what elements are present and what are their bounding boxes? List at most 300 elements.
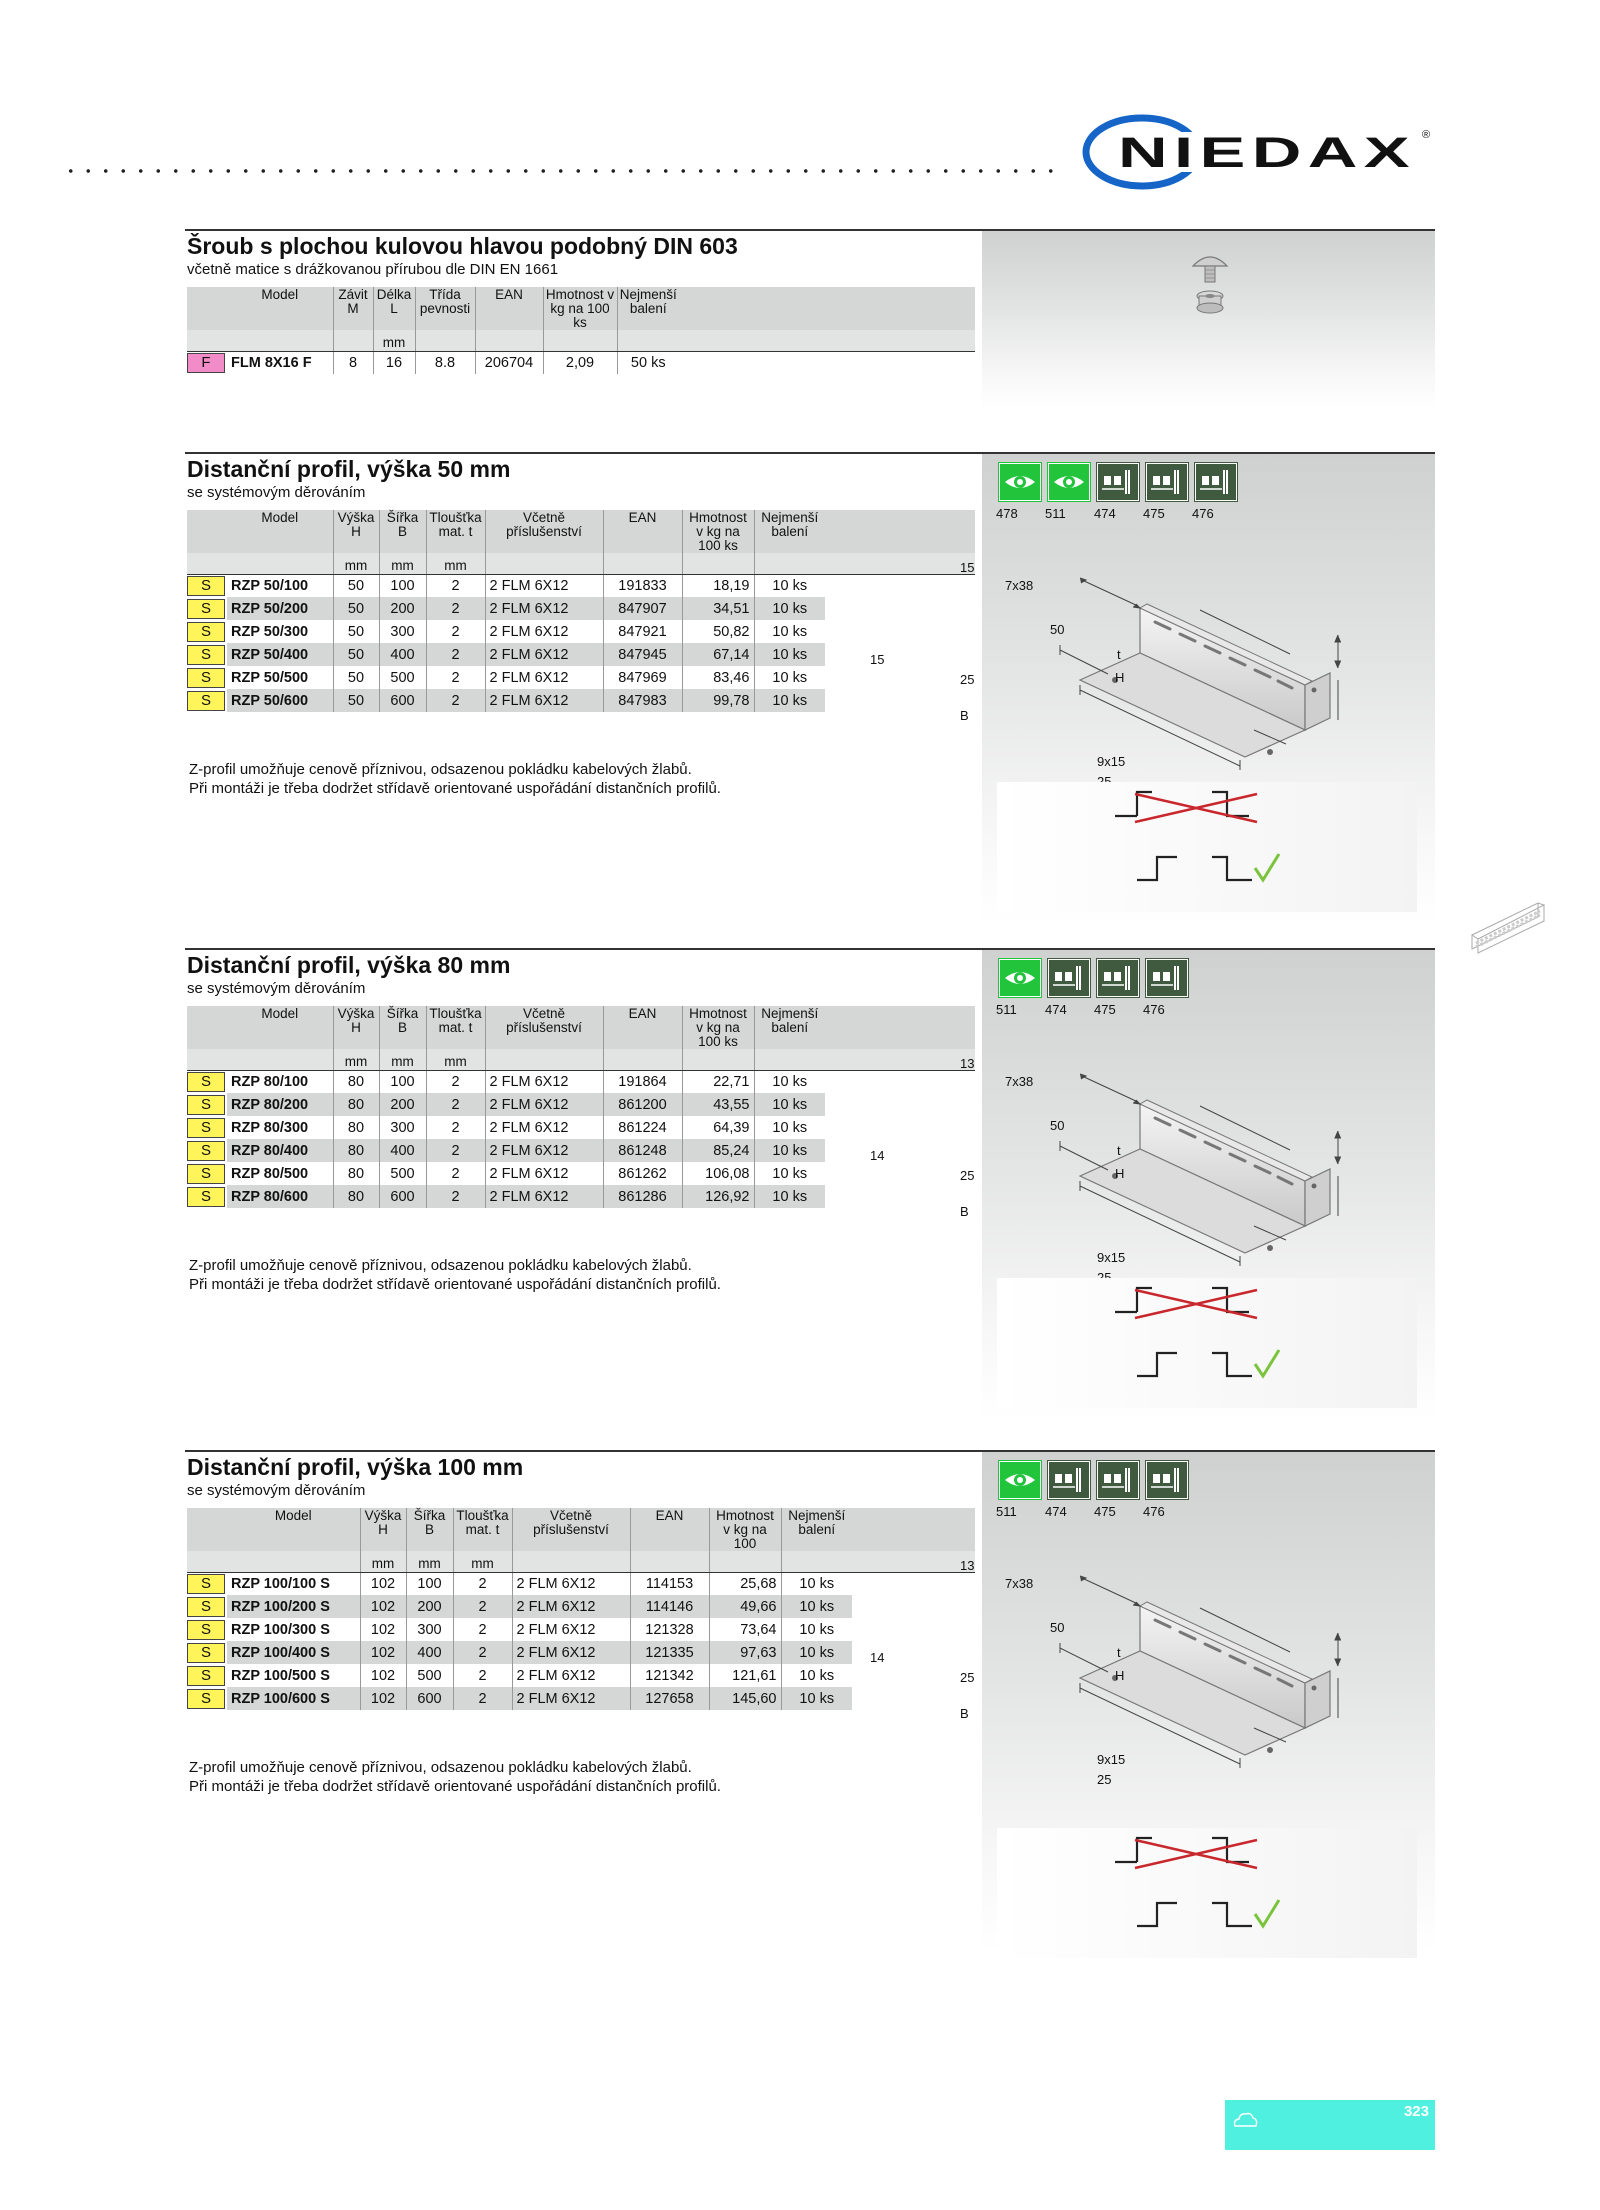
ean-cell: 861224 — [603, 1116, 682, 1139]
unit-b: mm — [379, 1049, 426, 1070]
unit-t: mm — [453, 1551, 512, 1572]
pack-cell: 10 ks — [754, 574, 825, 597]
dimension-label: 14 — [870, 1650, 885, 1665]
length-cell: 16 — [373, 351, 415, 374]
weight-cell: 121,61 — [709, 1664, 781, 1687]
weight-cell: 22,71 — [682, 1070, 754, 1093]
feature-icons — [998, 958, 1189, 998]
dimension-label: 15 — [870, 652, 885, 667]
col-accessories: Včetně příslušenství — [485, 1006, 603, 1049]
note-line: Při montáži je třeba dodržet střídavě orientované uspořádání distančních profilů. — [189, 1276, 721, 1293]
model-cell: RZP 100/300 S — [231, 1621, 330, 1638]
pack-cell: 10 ks — [754, 1093, 825, 1116]
pack-cell: 50 ks — [617, 351, 679, 374]
dimension-label: B — [960, 1204, 969, 1219]
width-cell: 400 — [406, 1641, 453, 1664]
thickness-cell: 2 — [426, 1185, 485, 1208]
dimension-label: t — [1117, 1645, 1121, 1660]
width-cell: 100 — [406, 1572, 453, 1595]
ean-cell: 861286 — [603, 1185, 682, 1208]
height-cell: 50 — [333, 666, 379, 689]
thickness-cell: 2 — [453, 1595, 512, 1618]
feature-icons — [998, 462, 1238, 502]
col-height: Výška H — [333, 1006, 379, 1049]
thickness-cell: 2 — [453, 1641, 512, 1664]
col-model: Model — [227, 510, 333, 553]
table-row — [187, 351, 975, 374]
accessories-cell: 2 FLM 6X12 — [512, 1572, 630, 1595]
height-cell: 102 — [360, 1572, 406, 1595]
table-row — [187, 689, 975, 712]
pack-cell: 10 ks — [754, 643, 825, 666]
orientation-diagram — [997, 782, 1417, 912]
accessories-cell: 2 FLM 6X12 — [485, 666, 603, 689]
weight-cell: 49,66 — [709, 1595, 781, 1618]
icon-number: 476 — [1143, 1504, 1165, 1519]
width-cell: 100 — [379, 1070, 426, 1093]
thickness-cell: 2 — [426, 666, 485, 689]
dimension-label: t — [1117, 647, 1121, 662]
profile-drawing — [1020, 1528, 1400, 1778]
width-cell: 200 — [379, 597, 426, 620]
model-cell: RZP 100/400 S — [227, 1641, 360, 1664]
table-row — [187, 1572, 975, 1595]
weight-cell: 97,63 — [709, 1641, 781, 1664]
unit-length: mm — [373, 330, 415, 351]
profile-table — [187, 1006, 975, 1208]
dimension-label: 15 — [960, 560, 975, 575]
table-row — [187, 1185, 975, 1208]
model-cell: RZP 80/100 — [231, 1073, 309, 1090]
accessories-cell: 2 FLM 6X12 — [512, 1664, 630, 1687]
width-cell: 200 — [406, 1595, 453, 1618]
type-badge: S — [187, 576, 225, 596]
height-cell: 50 — [333, 597, 379, 620]
type-badge: S — [187, 1095, 225, 1115]
section-subtitle: se systémovým děrováním — [187, 1482, 366, 1499]
thickness-cell: 2 — [426, 620, 485, 643]
dimension-label: B — [960, 708, 969, 723]
mounting-note — [189, 1758, 721, 1796]
dimension-label: 25 — [1097, 1270, 1112, 1285]
unit-t: mm — [426, 1049, 485, 1070]
thickness-cell: 2 — [426, 1139, 485, 1162]
height-cell: 50 — [333, 574, 379, 597]
model-cell: RZP 80/400 — [227, 1139, 333, 1162]
height-cell: 50 — [333, 689, 379, 712]
dimension-label: 50 — [1050, 1620, 1065, 1635]
cloud-icon — [1231, 2108, 1259, 2132]
dimension-label: 13 — [960, 1558, 975, 1573]
unit-h: mm — [333, 1049, 379, 1070]
thread-cell: 8 — [333, 351, 373, 374]
icon-number: 474 — [1045, 1504, 1067, 1519]
tray-mounting-icon — [1145, 958, 1189, 998]
width-cell: 500 — [379, 666, 426, 689]
dimension-label: 25 — [1097, 1772, 1112, 1787]
height-cell: 80 — [333, 1162, 379, 1185]
section-profile-1 — [185, 948, 1435, 1438]
col-class: Třída pevnosti — [415, 287, 475, 330]
dimension-label: 7x38 — [1005, 1576, 1034, 1591]
accessories-cell: 2 FLM 6X12 — [485, 643, 603, 666]
icon-number: 476 — [1143, 1002, 1165, 1017]
thickness-cell: 2 — [426, 643, 485, 666]
svg-text:NIEDAX: NIEDAX — [1118, 129, 1416, 177]
weight-cell: 126,92 — [682, 1185, 754, 1208]
col-thread: Závit M — [333, 287, 373, 330]
section-subtitle: včetně matice s drážkovanou přírubou dle DIN EN 1661 — [187, 261, 559, 278]
model-cell: RZP 50/400 — [227, 643, 333, 666]
model-cell: FLM 8X16 F — [231, 354, 312, 371]
accessories-cell: 2 FLM 6X12 — [485, 1093, 603, 1116]
table-row — [187, 1618, 975, 1641]
ean-cell: 847907 — [603, 597, 682, 620]
type-badge: F — [187, 353, 225, 373]
ean-cell: 114153 — [630, 1572, 709, 1595]
unit-t: mm — [426, 553, 485, 574]
accessories-cell: 2 FLM 6X12 — [512, 1687, 630, 1710]
weight-cell: 34,51 — [682, 597, 754, 620]
weight-cell: 50,82 — [682, 620, 754, 643]
model-cell: RZP 80/300 — [231, 1119, 309, 1136]
note-line: Z-profil umožňuje cenově příznivou, odsazenou pokládku kabelových žlabů. — [189, 1759, 692, 1776]
weight-cell: 18,19 — [682, 574, 754, 597]
table-row — [187, 1162, 975, 1185]
unit-h: mm — [360, 1551, 406, 1572]
icon-numbers — [996, 1002, 1192, 1017]
col-length: Délka L — [373, 287, 415, 330]
col-width: Šířka B — [379, 510, 426, 553]
pack-cell: 10 ks — [781, 1687, 852, 1710]
dimension-label: t — [1117, 1143, 1121, 1158]
dimension-label: 9x15 — [1097, 1250, 1126, 1265]
type-badge: S — [187, 1141, 225, 1161]
col-height: Výška H — [360, 1508, 406, 1551]
note-line: Z-profil umožňuje cenově příznivou, odsazenou pokládku kabelových žlabů. — [189, 761, 692, 778]
thickness-cell: 2 — [426, 1093, 485, 1116]
ean-cell: 861200 — [603, 1093, 682, 1116]
ean-cell: 861262 — [603, 1162, 682, 1185]
icon-number: 511 — [996, 1002, 1017, 1017]
pack-cell: 10 ks — [754, 666, 825, 689]
col-weight: Hmotnost v kg na 100 — [709, 1508, 781, 1551]
model-cell: RZP 50/200 — [227, 597, 333, 620]
type-badge: S — [187, 1118, 225, 1138]
weight-cell: 73,64 — [709, 1618, 781, 1641]
thickness-cell: 2 — [426, 1116, 485, 1139]
pack-cell: 10 ks — [781, 1595, 852, 1618]
model-cell: RZP 100/500 S — [231, 1667, 330, 1684]
ean-cell: 114146 — [630, 1595, 709, 1618]
accessories-cell: 2 FLM 6X12 — [485, 1162, 603, 1185]
thickness-cell: 2 — [426, 1162, 485, 1185]
width-cell: 400 — [379, 1139, 426, 1162]
visual-inspection-icon — [1047, 462, 1091, 502]
thickness-cell: 2 — [426, 1070, 485, 1093]
pack-cell: 10 ks — [754, 1116, 825, 1139]
mounting-note — [189, 760, 721, 798]
note-line: Při montáži je třeba dodržet střídavě orientované uspořádání distančních profilů. — [189, 1778, 721, 1795]
type-badge: S — [187, 1072, 225, 1092]
col-width: Šířka B — [379, 1006, 426, 1049]
weight-cell: 64,39 — [682, 1116, 754, 1139]
ean-cell: 121335 — [630, 1641, 709, 1664]
unit-h: mm — [333, 553, 379, 574]
col-model: Model — [227, 1508, 360, 1551]
thickness-cell: 2 — [426, 689, 485, 712]
width-cell: 200 — [379, 1093, 426, 1116]
dimension-label: H — [1115, 1166, 1125, 1181]
width-cell: 500 — [379, 1162, 426, 1185]
model-cell: RZP 100/200 S — [227, 1595, 360, 1618]
bolt-table — [187, 287, 975, 374]
col-ean: EAN — [630, 1508, 709, 1551]
weight-cell: 85,24 — [682, 1139, 754, 1162]
icon-number: 478 — [996, 506, 1018, 521]
pack-cell: 10 ks — [754, 689, 825, 712]
icon-number: 475 — [1094, 1504, 1116, 1519]
orientation-diagram — [997, 1278, 1417, 1408]
note-line: Při montáži je třeba dodržet střídavě orientované uspořádání distančních profilů. — [189, 780, 721, 797]
type-badge: S — [187, 1666, 225, 1686]
width-cell: 300 — [379, 620, 426, 643]
class-cell: 8.8 — [415, 351, 475, 374]
dimension-label: B — [960, 1706, 969, 1721]
col-model: Model — [227, 1006, 333, 1049]
icon-numbers — [996, 506, 1241, 521]
header-dotted-rule — [62, 168, 1062, 174]
model-cell: RZP 80/600 — [227, 1185, 333, 1208]
width-cell: 500 — [406, 1664, 453, 1687]
type-badge: S — [187, 1574, 225, 1594]
col-width: Šířka B — [406, 1508, 453, 1551]
pack-cell: 10 ks — [754, 620, 825, 643]
cable-tray-sketch — [1468, 895, 1548, 965]
accessories-cell: 2 FLM 6X12 — [485, 574, 603, 597]
dimension-label: 14 — [870, 1148, 885, 1163]
model-cell: RZP 50/500 — [231, 669, 309, 686]
type-badge: S — [187, 1620, 225, 1640]
type-badge: S — [187, 1689, 225, 1709]
pack-cell: 10 ks — [754, 1185, 825, 1208]
weight-cell: 43,55 — [682, 1093, 754, 1116]
col-pack: Nejmenší balení — [754, 1006, 825, 1049]
col-thickness: Tloušťka mat. t — [426, 1006, 485, 1049]
table-row — [187, 1093, 975, 1116]
dimension-label: 9x15 — [1097, 754, 1126, 769]
col-weight: Hmotnost v kg na 100 ks — [543, 287, 617, 330]
svg-text:®: ® — [1422, 129, 1431, 141]
section-subtitle: se systémovým děrováním — [187, 484, 366, 501]
type-badge: S — [187, 1187, 225, 1207]
accessories-cell: 2 FLM 6X12 — [485, 1116, 603, 1139]
dimension-label: 50 — [1050, 1118, 1065, 1133]
col-thickness: Tloušťka mat. t — [453, 1508, 512, 1551]
icon-number: 511 — [996, 1504, 1017, 1519]
col-thickness: Tloušťka mat. t — [426, 510, 485, 553]
thickness-cell: 2 — [453, 1664, 512, 1687]
thickness-cell: 2 — [453, 1618, 512, 1641]
section-profile-2 — [185, 1450, 1435, 1970]
table-row — [187, 1664, 975, 1687]
ean-cell: 191833 — [603, 574, 682, 597]
type-badge: S — [187, 622, 225, 642]
dimension-label: 25 — [960, 1168, 975, 1183]
feature-icons — [998, 1460, 1189, 1500]
col-model: Model — [227, 287, 333, 330]
icon-number: 474 — [1045, 1002, 1067, 1017]
table-row — [187, 1116, 975, 1139]
accessories-cell: 2 FLM 6X12 — [485, 597, 603, 620]
col-ean: EAN — [603, 510, 682, 553]
table-row — [187, 574, 975, 597]
thickness-cell: 2 — [426, 597, 485, 620]
section-title: Distanční profil, výška 50 mm — [187, 456, 511, 482]
niedax-logo — [1082, 112, 1438, 192]
table-row — [187, 643, 975, 666]
pack-cell: 10 ks — [781, 1618, 852, 1641]
note-line: Z-profil umožňuje cenově příznivou, odsazenou pokládku kabelových žlabů. — [189, 1257, 692, 1274]
thickness-cell: 2 — [453, 1572, 512, 1595]
col-accessories: Včetně příslušenství — [485, 510, 603, 553]
col-pack: Nejmenší balení — [617, 287, 679, 330]
section-title: Distanční profil, výška 100 mm — [187, 1454, 524, 1480]
profile-drawing — [1020, 1026, 1400, 1276]
dimension-label: 25 — [960, 672, 975, 687]
dimension-label: 25 — [960, 1670, 975, 1685]
ean-cell: 191864 — [603, 1070, 682, 1093]
accessories-cell: 2 FLM 6X12 — [485, 1139, 603, 1162]
height-cell: 80 — [333, 1185, 379, 1208]
col-pack: Nejmenší balení — [781, 1508, 852, 1551]
width-cell: 100 — [379, 574, 426, 597]
weight-cell: 67,14 — [682, 643, 754, 666]
pack-cell: 10 ks — [781, 1664, 852, 1687]
accessories-cell: 2 FLM 6X12 — [485, 1070, 603, 1093]
section-bolt — [185, 229, 1435, 409]
ean-cell: 861248 — [603, 1139, 682, 1162]
dimension-label: H — [1115, 670, 1125, 685]
accessories-cell: 2 FLM 6X12 — [485, 1185, 603, 1208]
profile-drawing — [1020, 530, 1400, 780]
col-ean: EAN — [475, 287, 543, 330]
model-cell: RZP 50/100 — [231, 577, 309, 594]
weight-cell: 106,08 — [682, 1162, 754, 1185]
table-row — [187, 1687, 975, 1710]
ean-cell: 127658 — [630, 1687, 709, 1710]
accessories-cell: 2 FLM 6X12 — [512, 1595, 630, 1618]
section-subtitle: se systémovým děrováním — [187, 980, 366, 997]
col-height: Výška H — [333, 510, 379, 553]
table-row — [187, 1070, 975, 1093]
mounting-note — [189, 1256, 721, 1294]
profile-table — [187, 1508, 975, 1710]
weight-cell: 145,60 — [709, 1687, 781, 1710]
ean-cell: 847921 — [603, 620, 682, 643]
pack-cell: 10 ks — [754, 1139, 825, 1162]
model-cell: RZP 80/200 — [227, 1093, 333, 1116]
pack-cell: 10 ks — [754, 1162, 825, 1185]
height-cell: 102 — [360, 1664, 406, 1687]
height-cell: 102 — [360, 1687, 406, 1710]
height-cell: 80 — [333, 1093, 379, 1116]
accessories-cell: 2 FLM 6X12 — [512, 1618, 630, 1641]
ean-cell: 121342 — [630, 1664, 709, 1687]
ean-cell: 847969 — [603, 666, 682, 689]
tray-mounting-icon — [1096, 1460, 1140, 1500]
model-cell: RZP 100/600 S — [227, 1687, 360, 1710]
table-row — [187, 666, 975, 689]
thickness-cell: 2 — [426, 574, 485, 597]
accessories-cell: 2 FLM 6X12 — [485, 689, 603, 712]
orientation-diagram — [997, 1828, 1417, 1958]
width-cell: 600 — [379, 689, 426, 712]
table-row — [187, 1139, 975, 1162]
page-number: 323 — [1403, 2103, 1429, 2120]
height-cell: 80 — [333, 1116, 379, 1139]
table-row — [187, 597, 975, 620]
pack-cell: 10 ks — [781, 1572, 852, 1595]
pack-cell: 10 ks — [754, 1070, 825, 1093]
type-badge: S — [187, 1597, 225, 1617]
pack-cell: 10 ks — [754, 597, 825, 620]
bolt-nut-icon — [1185, 244, 1235, 324]
height-cell: 50 — [333, 643, 379, 666]
tray-mounting-icon — [1145, 462, 1189, 502]
accessories-cell: 2 FLM 6X12 — [485, 620, 603, 643]
table-row — [187, 1641, 975, 1664]
height-cell: 102 — [360, 1618, 406, 1641]
weight-cell: 83,46 — [682, 666, 754, 689]
dimension-label: 25 — [1097, 774, 1112, 789]
dimension-label: 9x15 — [1097, 1752, 1126, 1767]
weight-cell: 2,09 — [543, 351, 617, 374]
page-tab — [1225, 2100, 1435, 2150]
section-profile-0 — [185, 452, 1435, 942]
tray-mounting-icon — [1145, 1460, 1189, 1500]
weight-cell: 25,68 — [709, 1572, 781, 1595]
icon-number: 475 — [1143, 506, 1165, 521]
col-ean: EAN — [603, 1006, 682, 1049]
dimension-label: H — [1115, 1668, 1125, 1683]
unit-b: mm — [379, 553, 426, 574]
type-badge: S — [187, 1643, 225, 1663]
ean-cell: 847983 — [603, 689, 682, 712]
dimension-label: 7x38 — [1005, 578, 1034, 593]
dimension-label: 13 — [960, 1056, 975, 1071]
type-badge: S — [187, 645, 225, 665]
visual-inspection-icon — [998, 1460, 1042, 1500]
height-cell: 102 — [360, 1641, 406, 1664]
width-cell: 300 — [406, 1618, 453, 1641]
type-badge: S — [187, 1164, 225, 1184]
type-badge: S — [187, 668, 225, 688]
accessories-cell: 2 FLM 6X12 — [512, 1641, 630, 1664]
col-pack: Nejmenší balení — [754, 510, 825, 553]
icon-number: 475 — [1094, 1002, 1116, 1017]
width-cell: 400 — [379, 643, 426, 666]
model-cell: RZP 80/500 — [231, 1165, 309, 1182]
dimension-label: 7x38 — [1005, 1074, 1034, 1089]
model-cell: RZP 100/100 S — [231, 1575, 330, 1592]
thickness-cell: 2 — [453, 1687, 512, 1710]
icon-number: 474 — [1094, 506, 1116, 521]
dimension-label: 50 — [1050, 622, 1065, 637]
height-cell: 80 — [333, 1070, 379, 1093]
icon-number: 511 — [1045, 506, 1066, 521]
table-row — [187, 1595, 975, 1618]
